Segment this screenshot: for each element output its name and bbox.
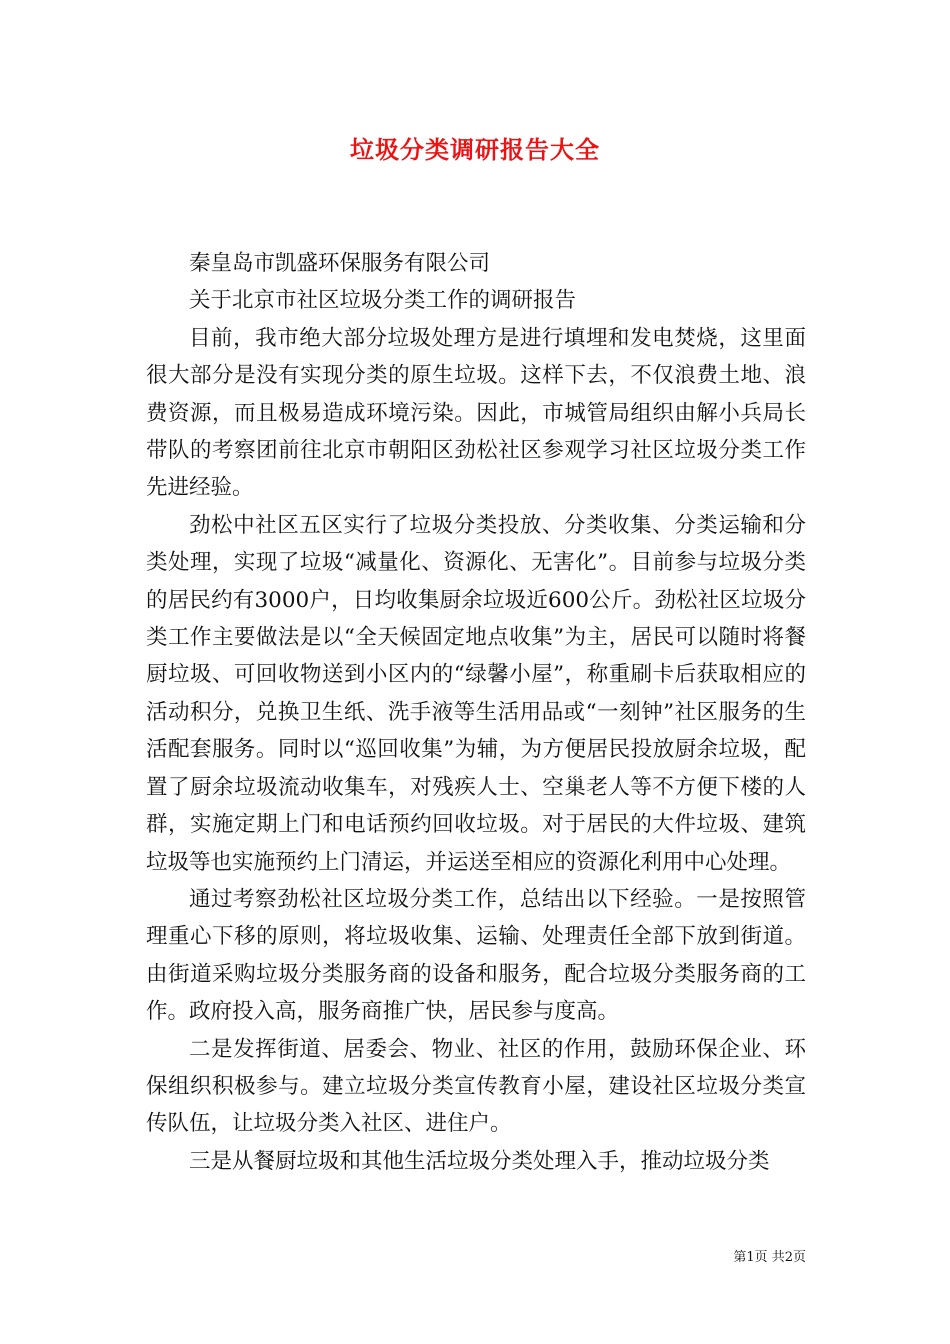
- report-subtitle-line: 关于北京市社区垃圾分类工作的调研报告: [189, 288, 577, 314]
- paragraph-intro: 目前，我市绝大部分垃圾处理方是进行填埋和发电焚烧，这里面很大部分是没有实现分类的原生垃圾。这样下去，不仅浪费土地、浪费资源，而且极易造成环境污染。因此，市城管局组织由解小兵局长带队的考察团前往北京市朝阳区劲松社区参观学习社区垃圾分类工作先进经验。: [146, 325, 806, 501]
- paragraph-experience-three: 三是从餐厨垃圾和其他生活垃圾分类处理入手，推动垃圾分类: [189, 1148, 770, 1174]
- paragraph-jinsong-practice: 劲松中社区五区实行了垃圾分类投放、分类收集、分类运输和分类处理，实现了垃圾“减量化、资源化、无害化”。目前参与垃圾分类的居民约有3000户，日均收集厨余垃圾近600公斤。劲松社区垃圾分类工作主要做法是以“全天候固定地点收集”为主，居民可以随时将餐厨垃圾、可回收物送到小区内的“绿馨小屋”，称重刷卡后获取相应的活动积分，兑换卫生纸、洗手液等生活用品或“一刻钟”社区服务的生活配套服务。同时以“巡回收集”为辅，为方便居民投放厨余垃圾，配置了厨余垃圾流动收集车，对残疾人士、空巢老人等不方便下楼的人群，实施定期上门和电话预约回收垃圾。对于居民的大件垃圾、建筑垃圾等也实施预约上门清运，并运送至相应的资源化利用中心处理。: [146, 512, 806, 875]
- company-name-line: 秦皇岛市凯盛环保服务有限公司: [189, 251, 491, 276]
- paragraph-experience-one: 通过考察劲松社区垃圾分类工作，总结出以下经验。一是按照管理重心下移的原则，将垃圾收集、运输、处理责任全部下放到街道。由街道采购垃圾分类服务商的设备和服务，配合垃圾分类服务商的工作。政府投入高，服务商推广快，居民参与度高。: [146, 886, 806, 1025]
- paragraph-experience-two: 二是发挥街道、居委会、物业、社区的作用，鼓励环保企业、环保组织积极参与。建立垃圾分类宣传教育小屋，建设社区垃圾分类宣传队伍，让垃圾分类入社区、进住户。: [146, 1036, 806, 1137]
- document-body: [146, 245, 806, 1180]
- document-title: 垃圾分类调研报告大全: [350, 135, 600, 164]
- page-number-footer: 第1页 共2页: [733, 1250, 806, 1265]
